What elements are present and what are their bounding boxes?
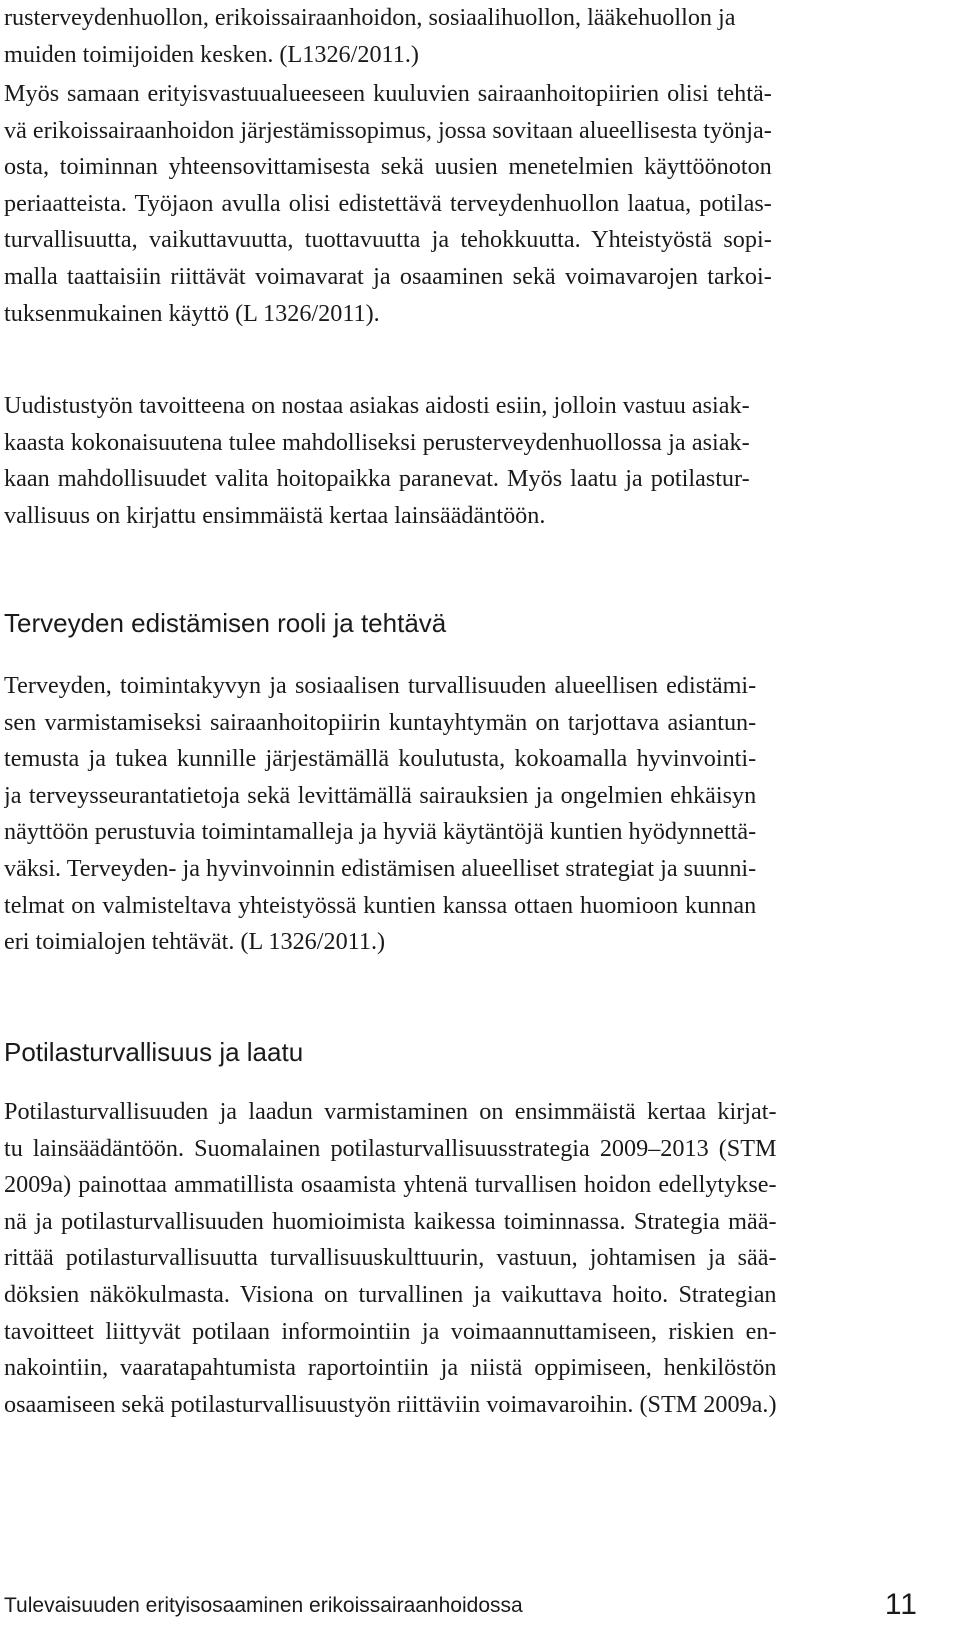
text-line: tuksenmukainen käyttö (L 1326/2011). xyxy=(4,299,380,327)
text-line: Potilasturvallisuuden ja laadun varmistaminen on ensimmäistä kertaa kirjat- xyxy=(4,1098,777,1125)
text-line: turvallisuutta, vaikuttavuutta, tuottavuutta ja tehokkuutta. Yhteistyöstä sopi- xyxy=(4,226,772,254)
text-line: periaatteista. Työjaon avulla olisi edistettävä terveydenhuollon laatua, potilas- xyxy=(4,189,772,217)
text-line: kaasta kokonaisuutena tulee mahdolliseksi perusterveydenhuollossa ja asiak- xyxy=(4,428,750,456)
section-heading-health-promotion: Terveyden edistämisen rooli ja tehtävä xyxy=(4,608,447,638)
paragraph-5 xyxy=(4,1094,777,1423)
page-footer xyxy=(4,1588,922,1624)
text-line: Uudistustyön tavoitteena on nostaa asiakas aidosti esiin, jolloin vastuu asiak- xyxy=(4,392,750,419)
text-line: döksien näkökulmasta. Visiona on turvallinen ja vaikuttava hoito. Strategian xyxy=(4,1280,777,1308)
section-heading-patient-safety: Potilasturvallisuus ja laatu xyxy=(4,1037,304,1067)
text-line: näyttöön perustuvia toimintamalleja ja hyviä käytäntöjä kuntien hyödynnettä- xyxy=(4,818,757,846)
paragraph-3 xyxy=(4,388,750,534)
text-line: kaan mahdollisuudet valita hoitopaikka paranevat. Myös laatu ja potilastur- xyxy=(4,465,750,493)
text-line: temusta ja tukea kunnille järjestämällä koulutusta, kokoamalla hyvinvointi- xyxy=(4,745,757,773)
text-line: tavoitteet liittyvät potilaan informointiin ja voimaannuttamiseen, riskien en- xyxy=(4,1317,777,1345)
text-line: nakointiin, vaaratapahtumista raportointiin ja niistä oppimiseen, henkilöstön xyxy=(4,1354,777,1382)
text-line: ja terveysseurantatietoja sekä levittämällä sairauksien ja ongelmien ehkäisyn xyxy=(4,781,757,809)
paragraph-1 xyxy=(4,0,736,73)
text-line: telmat on valmisteltava yhteistyössä kuntien kanssa ottaen huomioon kunnan xyxy=(4,891,757,919)
paragraph-2 xyxy=(4,76,772,332)
text-line: malla taattaisiin riittävät voimavarat ja osaaminen sekä voimavarojen tarkoi- xyxy=(4,262,772,290)
text-line: Terveyden, toimintakyvyn ja sosiaalisen turvallisuuden alueellisen edistämi- xyxy=(4,672,757,699)
text-line: tu lainsäädäntöön. Suomalainen potilasturvallisuusstrategia 2009–2013 (STM xyxy=(4,1134,777,1162)
text-line: rittää potilasturvallisuutta turvallisuuskulttuurin, vastuun, johtamisen ja sää- xyxy=(4,1244,777,1272)
text-line: sen varmistamiseksi sairaanhoitopiirin kuntayhtymän on tarjottava asiantun- xyxy=(4,708,757,736)
text-line: rusterveydenhuollon, erikoissairaanhoidon, sosiaalihuollon, lääkehuollon ja xyxy=(4,4,736,31)
text-line: vallisuus on kirjattu ensimmäistä kertaa lainsäädäntöön. xyxy=(4,501,546,529)
text-line: väksi. Terveyden- ja hyvinvoinnin edistämisen alueelliset strategiat ja suunni- xyxy=(4,854,757,882)
text-line: muiden toimijoiden kesken. (L1326/2011.) xyxy=(4,40,419,68)
text-line: nä ja potilasturvallisuuden huomioimista kaikessa toiminnassa. Strategia mää- xyxy=(4,1207,777,1235)
page-number: 11 xyxy=(884,1588,918,1621)
text-line: 2009a) painottaa ammatillista osaamista yhtenä turvallisen hoidon edellytykse- xyxy=(4,1171,777,1199)
text-line: osta, toiminnan yhteensovittamisesta sekä uusien menetelmien käyttöönoton xyxy=(4,153,772,181)
text-line: osaamiseen sekä potilasturvallisuustyön riittäviin voimavaroihin. (STM 2009a.) xyxy=(4,1390,777,1418)
footer-publication-title: Tulevaisuuden erityisosaaminen erikoissairaanhoidossa xyxy=(4,1594,523,1617)
text-line: vä erikoissairaanhoidon järjestämissopimus, jossa sovitaan alueellisesta työnja- xyxy=(4,116,772,144)
text-line: Myös samaan erityisvastuualueeseen kuuluvien sairaanhoitopiirien olisi tehtä- xyxy=(4,80,772,107)
text-line: eri toimialojen tehtävät. (L 1326/2011.) xyxy=(4,928,386,956)
paragraph-4 xyxy=(4,668,756,961)
